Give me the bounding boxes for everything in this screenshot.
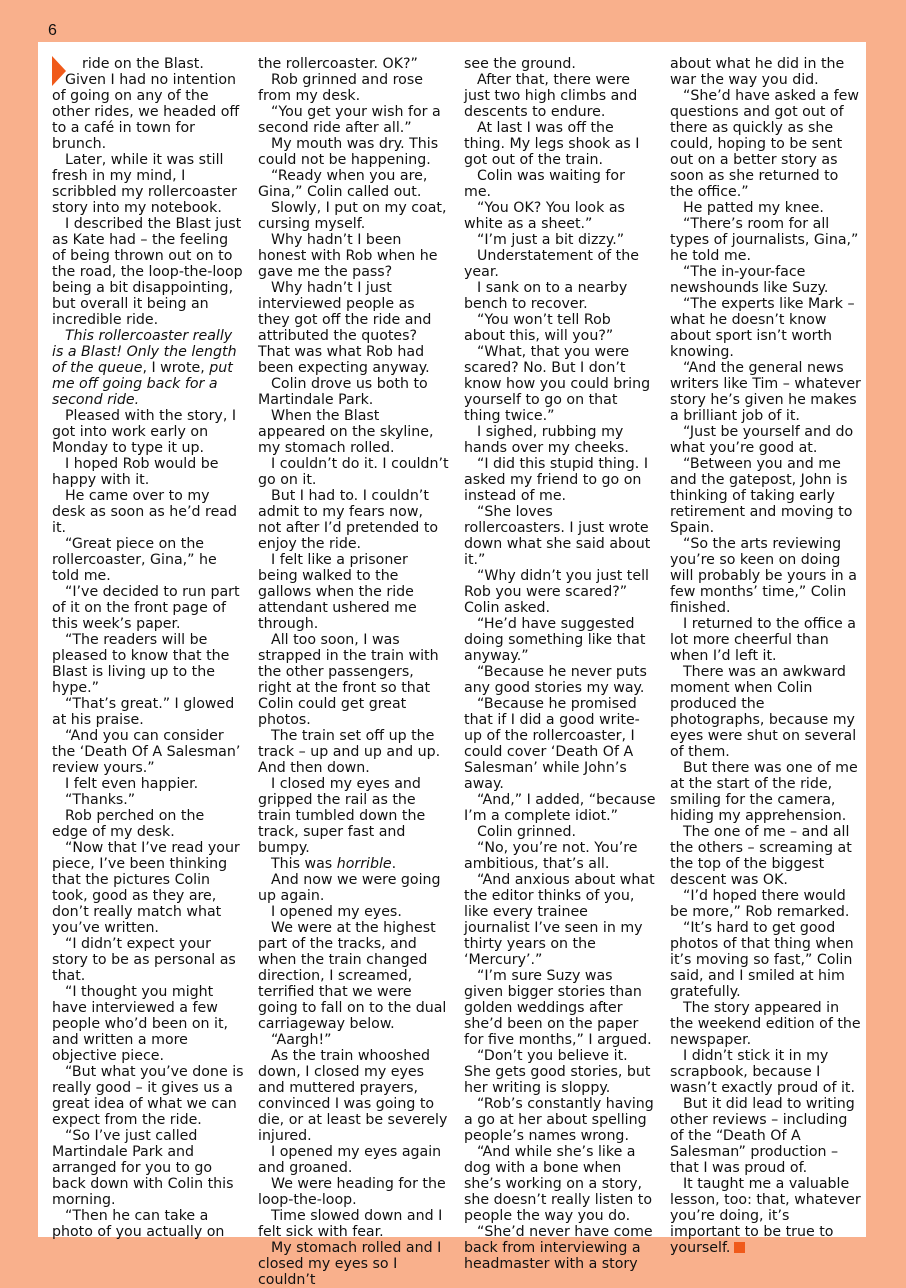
story-paragraph: The one of me – and all the others – screaming at the top of the biggest descent was OK. xyxy=(670,824,852,888)
story-paragraph: At last I was off the thing. My legs shook as I got out of the train. xyxy=(464,120,640,168)
story-paragraph: Later, while it was still fresh in my mind, I scribbled my rollercoaster story into my notebook. xyxy=(52,152,237,216)
story-paragraph: He came over to my desk as soon as he’d read it. xyxy=(52,488,237,536)
story-paragraph: Why hadn’t I been honest with Rob when he gave me the pass? xyxy=(258,232,438,280)
story-paragraph: “And the general news writers like Tim – whatever story he’s given he makes a brilliant job of it. xyxy=(670,360,861,424)
story-paragraph: “So the arts reviewing you’re so keen on doing will probably be yours in a few months’ time,” Colin finished. xyxy=(670,536,857,616)
story-paragraph: I closed my eyes and gripped the rail as the train tumbled down the track, super fast and bumpy. xyxy=(258,776,426,856)
story-paragraph: Rob grinned and rose from my desk. xyxy=(258,72,423,104)
story-paragraph: The story appeared in the weekend edition of the newspaper. xyxy=(670,1000,861,1048)
story-paragraph: “You OK? You look as white as a sheet.” xyxy=(464,200,625,232)
story-paragraph: Colin grinned. xyxy=(477,824,576,840)
story-paragraph: Slowly, I put on my coat, cursing myself. xyxy=(258,200,447,232)
story-paragraph: “But what you’ve done is really good – it gives us a great idea of what we can expect from the ride. xyxy=(52,1064,244,1128)
story-paragraph: “The in-your-face newshounds like Suzy. xyxy=(670,264,829,296)
story-paragraph: about what he did in the war the way you did. xyxy=(670,56,845,88)
story-paragraph: “And anxious about what the editor thinks of you, like every trainee journalist I’ve seen in my thirty years on the ‘Mercury’.” xyxy=(464,872,655,968)
story-paragraph: “I’d hoped there would be more,” Rob remarked. xyxy=(670,888,850,920)
story-paragraph: “Rob’s constantly having a go at her about spelling people’s names wrong. xyxy=(464,1096,654,1144)
story-column-1 xyxy=(52,56,244,1240)
story-paragraph: “Just be yourself and do what you’re good at. xyxy=(670,424,854,456)
story-paragraph: The train set off up the track – up and up and up. And then down. xyxy=(258,728,441,776)
story-paragraph: Colin drove us both to Martindale Park. xyxy=(258,376,428,408)
story-paragraph: I described the Blast just as Kate had – the feeling of being thrown out on to the road, the loop-the-loop being a bit disappointing, but overall it being an incredible ride. xyxy=(52,216,243,328)
story-paragraph: “It’s hard to get good photos of that thing when it’s moving so fast,” Colin said, and I smiled at him gratefully. xyxy=(670,920,854,1000)
story-paragraph: “The readers will be pleased to know that the Blast is living up to the hype.” xyxy=(52,632,230,696)
story-paragraph: And now we were going up again. xyxy=(258,872,441,904)
story-paragraph: “Then he can take a photo of you actually on xyxy=(52,1208,225,1240)
story-paragraph: I returned to the office a lot more cheerful than when I’d left it. xyxy=(670,616,856,664)
story-paragraph: “Thanks.” xyxy=(65,792,136,808)
story-paragraph: Time slowed down and I felt sick with fear. xyxy=(258,1208,443,1240)
story-paragraph: There was an awkward moment when Colin produced the photographs, because my eyes were shut on several of them. xyxy=(670,664,857,760)
story-paragraph: “Ready when you are, Gina,” Colin called out. xyxy=(258,168,428,200)
story-paragraph: I didn’t stick it in my scrapbook, because I wasn’t exactly proud of it. xyxy=(670,1048,855,1096)
story-paragraph: see the ground. xyxy=(464,56,576,72)
story-paragraph: “Why didn’t you just tell Rob you were scared?” Colin asked. xyxy=(464,568,649,616)
story-paragraph: “And you can consider the ‘Death Of A Salesman’ review yours.” xyxy=(52,728,241,776)
story-paragraph: the rollercoaster. OK?” xyxy=(258,56,418,72)
story-paragraph: “No, you’re not. You’re ambitious, that’s all. xyxy=(464,840,638,872)
story-column-4 xyxy=(670,56,862,1256)
story-paragraph: “And while she’s like a dog with a bone when she’s working on a story, she doesn’t really listen to people the way you do. xyxy=(464,1144,653,1224)
story-paragraph: “Don’t you believe it. She gets good stories, but her writing is sloppy. xyxy=(464,1048,651,1096)
story-paragraph: “I thought you might have interviewed a few people who’d been on it, and written a more objective piece. xyxy=(52,984,229,1064)
story-paragraph: “Between you and me and the gatepost, John is thinking of taking early retirement and moving to Spain. xyxy=(670,456,853,536)
story-paragraph: I felt even happier. xyxy=(65,776,199,792)
story-paragraph: It taught me a valuable lesson, too: that, whatever you’re doing, it’s important to be true to yourself. xyxy=(670,1176,861,1256)
story-paragraph: We were heading for the loop-the-loop. xyxy=(258,1176,446,1208)
story-paragraph: Given I had no intention of going on any of the other rides, we headed off to a café in town for brunch. xyxy=(52,72,240,152)
story-paragraph: “The experts like Mark – what he doesn’t know about sport isn’t worth knowing. xyxy=(670,296,855,360)
story-paragraph: “She’d have asked a few questions and got out of there as quickly as she could, hoping to be sent out on a better story as soon as she returned to the office.” xyxy=(670,88,859,200)
story-paragraph: “He’d have suggested doing something like that anyway.” xyxy=(464,616,646,664)
page-number: 6 xyxy=(48,22,57,39)
story-paragraph: My stomach rolled and I closed my eyes so I couldn’t xyxy=(258,1240,442,1288)
story-paragraph: ride on the Blast. xyxy=(82,56,204,72)
story-paragraph: “She loves rollercoasters. I just wrote down what she said about it.” xyxy=(464,504,651,568)
square-end-icon xyxy=(734,1242,745,1253)
story-paragraph: But it did lead to writing other reviews – including of the “Death Of A Salesman” production – that I was proud of. xyxy=(670,1096,855,1176)
story-paragraph: “Great piece on the rollercoaster, Gina,” he told me. xyxy=(52,536,217,584)
story-paragraph: Colin was waiting for me. xyxy=(464,168,625,200)
story-paragraph: “She’d never have come back from interviewing a headmaster with a story xyxy=(464,1224,653,1272)
story-paragraph: “You won’t tell Rob about this, will you?” xyxy=(464,312,614,344)
story-paragraph: “Because he promised that if I did a good write-up of the rollercoaster, I could cover ‘Death Of A Salesman’ while John’s away. xyxy=(464,696,640,792)
story-paragraph: “I’ve decided to run part of it on the front page of this week’s paper. xyxy=(52,584,240,632)
story-paragraph: Why hadn’t I just interviewed people as they got off the ride and attributed the quotes? That was what Rob had been expecting anyway. xyxy=(258,280,432,376)
story-paragraph: This rollercoaster really is a Blast! Only the length of the queue, I wrote, put me off going back for a second ride. xyxy=(52,328,237,408)
story-paragraph: I opened my eyes. xyxy=(271,904,402,920)
story-paragraph: “I’m sure Suzy was given bigger stories than golden weddings after she’d been on the paper for five months,” I argued. xyxy=(464,968,652,1048)
story-paragraph: “Now that I’ve read your piece, I’ve been thinking that the pictures Colin took, good as they are, don’t really match what you’ve written. xyxy=(52,840,240,936)
story-paragraph: “That’s great.” I glowed at his praise. xyxy=(52,696,235,728)
story-paragraph: I sank on to a nearby bench to recover. xyxy=(464,280,628,312)
story-paragraph: When the Blast appeared on the skyline, my stomach rolled. xyxy=(258,408,434,456)
story-paragraph: “I’m just a bit dizzy.” xyxy=(477,232,625,248)
story-paragraph: “And,” I added, “because I’m a complete idiot.” xyxy=(464,792,656,824)
story-paragraph: But there was one of me at the start of the ride, smiling for the camera, hiding my apprehension. xyxy=(670,760,858,824)
story-paragraph: I sighed, rubbing my hands over my cheeks. xyxy=(464,424,629,456)
story-paragraph: I opened my eyes again and groaned. xyxy=(258,1144,442,1176)
story-paragraph: All too soon, I was strapped in the train with the other passengers, right at the front so that Colin could get great photos. xyxy=(258,632,439,728)
story-paragraph: “I did this stupid thing. I asked my friend to go on instead of me. xyxy=(464,456,649,504)
story-paragraph: “Because he never puts any good stories my way. xyxy=(464,664,647,696)
story-paragraph: But I had to. I couldn’t admit to my fears now, not after I’d pretended to enjoy the ride. xyxy=(258,488,439,552)
story-paragraph: We were at the highest part of the tracks, and when the train changed direction, I screamed, terrified that we were going to fall on to the dual carriageway below. xyxy=(258,920,447,1032)
story-paragraph: “So I’ve just called Martindale Park and arranged for you to go back down with Colin this morning. xyxy=(52,1128,234,1208)
story-paragraph: “What, that you were scared? No. But I don’t know how you could bring yourself to go on that thing twice.” xyxy=(464,344,651,424)
story-paragraph: He patted my knee. xyxy=(683,200,824,216)
story-paragraph: “I didn’t expect your story to be as personal as that. xyxy=(52,936,236,984)
story-paragraph: This was horrible. xyxy=(271,856,397,872)
story-paragraph: I couldn’t do it. I couldn’t go on it. xyxy=(258,456,449,488)
story-paragraph: As the train whooshed down, I closed my eyes and muttered prayers, convinced I was going to die, or at least be severely injured. xyxy=(258,1048,448,1144)
story-paragraph: Understatement of the year. xyxy=(464,248,639,280)
story-paragraph: Rob perched on the edge of my desk. xyxy=(52,808,205,840)
story-paragraph: Pleased with the story, I got into work early on Monday to type it up. xyxy=(52,408,237,456)
story-column-2 xyxy=(258,56,450,1288)
story-paragraph: I felt like a prisoner being walked to the gallows when the ride attendant ushered me through. xyxy=(258,552,417,632)
story-paragraph: “Aargh!” xyxy=(271,1032,332,1048)
story-paragraph: After that, there were just two high climbs and descents to endure. xyxy=(464,72,638,120)
story-paragraph: “You get your wish for a second ride after all.” xyxy=(258,104,441,136)
story-paragraph: “There’s room for all types of journalists, Gina,” he told me. xyxy=(670,216,859,264)
story-paragraph: I hoped Rob would be happy with it. xyxy=(52,456,219,488)
article-panel xyxy=(38,42,866,1288)
story-column-3 xyxy=(464,56,656,1272)
story-paragraph: My mouth was dry. This could not be happening. xyxy=(258,136,439,168)
